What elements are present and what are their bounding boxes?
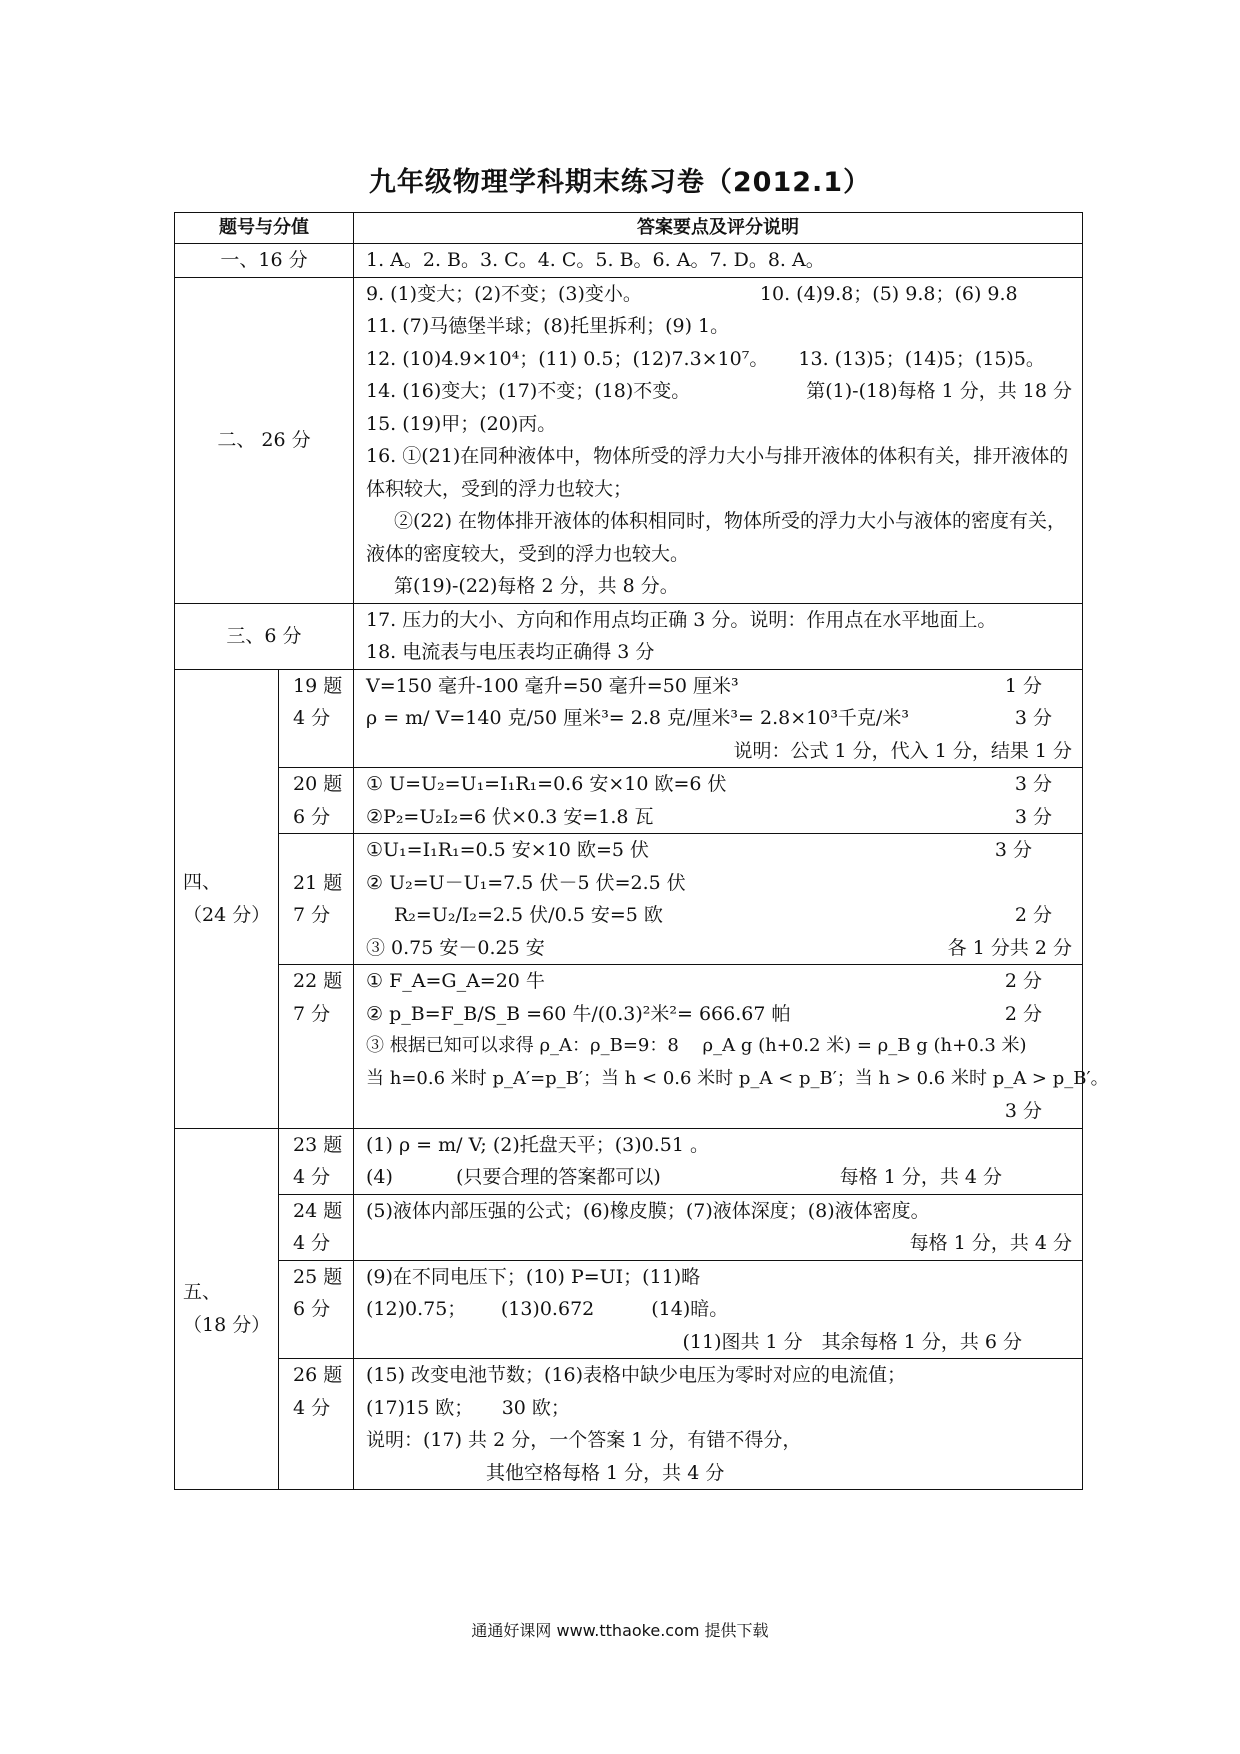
answer-line: 16. ①(21)在同种液体中，物体所受的浮力大小与排开液体的体积有关，排开液体的体积较大，受到的浮力也较大； — [366, 445, 1069, 500]
table-row — [175, 1194, 1083, 1260]
table-row — [175, 1128, 1083, 1194]
answer-text: ① U=U₂=U₁=I₁R₁=0.6 安×10 欧=6 伏 — [366, 773, 727, 795]
table-row — [175, 1359, 1083, 1490]
answer-line — [366, 702, 1072, 735]
answer-line: (5)液体内部压强的公式；(6)橡皮膜；(7)液体深度；(8)液体密度。 — [366, 1199, 930, 1222]
question-score: 4 分 — [293, 1166, 331, 1188]
answer-line — [366, 899, 1072, 932]
answer-text: ①U₁=I₁R₁=0.5 安×10 欧=5 伏 — [366, 839, 649, 861]
answer-text: ② p_B=F_B/S_B =60 牛/(0.3)²米²= 666.67 帕 — [366, 1002, 791, 1025]
question-score: 6 分 — [293, 805, 331, 828]
answer-cell — [354, 965, 1109, 1129]
table-row — [175, 1260, 1083, 1359]
question-number — [279, 669, 354, 768]
question-score: 4 分 — [293, 1396, 331, 1419]
answer-line: ② U₂=U－U₁=7.5 伏－5 伏=2.5 伏 — [366, 871, 686, 894]
answer-line: 当 h=0.6 米时 p_A′=p_B′；当 h < 0.6 米时 p_A < p_B′；当 h > 0.6 米时 p_A > p_B′。 — [366, 1067, 1109, 1089]
score-note: (11)图共 1 分 其余每格 1 分，共 6 分 — [682, 1330, 1022, 1353]
answer-cell — [354, 1260, 1083, 1359]
answer-cell — [354, 1194, 1083, 1260]
answer-line: 18. 电流表与电压表均正确得 3 分 — [366, 641, 655, 663]
score-note: 2 分 — [1004, 970, 1042, 992]
question-number — [279, 1359, 354, 1490]
answer-line — [366, 768, 1072, 801]
answer-text: V=150 毫升-100 毫升=50 毫升=50 厘米³ — [366, 674, 739, 697]
answer-text: 13. (13)5；(14)5；(15)5。 — [798, 347, 1045, 370]
question-score: 7 分 — [293, 1002, 331, 1025]
header-question-score: 题号与分值 — [175, 213, 354, 244]
question-label: 23 题 — [293, 1133, 343, 1156]
answer-line: 说明：(17) 共 2 分，一个答案 1 分，有错不得分， — [366, 1429, 802, 1451]
answer-line: 15. (19)甲；(20)丙。 — [366, 412, 557, 435]
section-label-score: （18 分） — [183, 1313, 271, 1336]
footer-credit: 通通好课网 www.tthaoke.com 提供下载 — [471, 1621, 769, 1640]
answer-line: (15) 改变电池节数；(16)表格中缺少电压为零时对应的电流值； — [366, 1364, 907, 1386]
table-row — [175, 244, 1083, 278]
answer-line — [366, 834, 1072, 867]
section-label: 二、 26 分 — [175, 277, 354, 603]
answer-line: 11. (7)马德堡半球；(8)托里拆利；(9) 1。 — [366, 315, 730, 337]
answer-line: (17)15 欧； 30 欧； — [366, 1396, 570, 1419]
question-number — [279, 834, 354, 965]
score-note: 2 分 — [1004, 1002, 1042, 1025]
answer-cell — [354, 834, 1083, 965]
section-label — [175, 1128, 279, 1490]
answer-line: ②(22) 在物体排开液体的体积相同时，物体所受的浮力大小与液体的密度有关，液体的密度较大，受到的浮力也较大。 — [366, 510, 1067, 565]
score-note: 3 分 — [1014, 805, 1052, 828]
answer-text: (4) (只要合理的答案都可以) — [366, 1166, 661, 1188]
table-row — [175, 768, 1083, 834]
answer-cell — [354, 277, 1083, 603]
answer-line — [366, 343, 1072, 376]
score-note: 第(1)-(18)每格 1 分，共 18 分 — [806, 380, 1072, 402]
question-score: 7 分 — [293, 904, 331, 926]
question-label: 20 题 — [293, 773, 343, 795]
answer-line — [366, 278, 1072, 311]
score-note: 1 分 — [1004, 674, 1042, 697]
answer-line: (12)0.75； (13)0.672 (14)暗。 — [366, 1298, 729, 1320]
answer-line — [366, 998, 1072, 1031]
question-label: 24 题 — [293, 1199, 343, 1222]
answer-line — [366, 932, 1072, 965]
answer-table — [174, 212, 1109, 1490]
question-label: 19 题 — [293, 674, 343, 697]
question-score: 4 分 — [293, 707, 331, 729]
answer-text: ρ = m/ V=140 克/50 厘米³= 2.8 克/厘米³= 2.8×10³千克/米³ — [366, 707, 909, 729]
question-score: 4 分 — [293, 1232, 331, 1254]
answer-cell — [354, 1359, 1083, 1490]
answer-line: 17. 压力的大小、方向和作用点均正确 3 分。说明：作用点在水平地面上。 — [366, 608, 997, 631]
score-note: 各 1 分共 2 分 — [947, 936, 1072, 959]
score-note: 其他空格每格 1 分，共 4 分 — [486, 1461, 725, 1484]
answer-text: ③ 0.75 安－0.25 安 — [366, 936, 545, 959]
question-number — [279, 1194, 354, 1260]
section-label — [175, 669, 279, 1128]
table-row — [175, 965, 1083, 1129]
answer-line — [366, 1161, 1072, 1194]
page-title: 九年级物理学科期末练习卷（2012.1） — [368, 167, 872, 198]
score-note: 3 分 — [1014, 773, 1052, 795]
question-number — [279, 965, 354, 1129]
section-label-number: 五、 — [183, 1281, 222, 1304]
table-row — [175, 834, 1083, 965]
answer-line — [366, 965, 1072, 998]
answer-cell — [354, 669, 1083, 768]
section-label-score: （24 分） — [183, 903, 271, 926]
score-note: 3 分 — [1004, 1100, 1042, 1122]
answer-line — [366, 375, 1072, 408]
header-answer: 答案要点及评分说明 — [354, 213, 1083, 244]
answer-text: 14. (16)变大；(17)不变；(18)不变。 — [366, 380, 691, 402]
question-number — [279, 1260, 354, 1359]
score-note: 第(19)-(22)每格 2 分，共 8 分。 — [394, 575, 679, 597]
answer-text: ① F_A=G_A=20 牛 — [366, 970, 545, 992]
question-number — [279, 1128, 354, 1194]
question-label: 25 题 — [293, 1265, 343, 1288]
answer-line: (1) ρ = m/ V; (2)托盘天平；(3)0.51 。 — [366, 1133, 710, 1156]
question-number — [279, 768, 354, 834]
score-note: 2 分 — [1014, 904, 1052, 926]
table-row — [175, 669, 1083, 768]
answer-text: ②P₂=U₂I₂=6 伏×0.3 安=1.8 瓦 — [366, 805, 654, 828]
section-label: 三、6 分 — [175, 603, 354, 669]
section-label-number: 四、 — [183, 871, 222, 893]
answer-text: 9. (1)变大；(2)不变；(3)变小。 — [366, 282, 642, 305]
question-label: 21 题 — [293, 871, 343, 894]
answer-text: 12. (10)4.9×10⁴；(11) 0.5；(12)7.3×10⁷。 — [366, 347, 769, 370]
question-label: 26 题 — [293, 1364, 343, 1386]
question-score: 6 分 — [293, 1298, 331, 1320]
answer-line: (9)在不同电压下；(10) P=UI；(11)略 — [366, 1265, 701, 1288]
table-row — [175, 603, 1083, 669]
answer-cell — [354, 768, 1083, 834]
answer-line — [366, 670, 1072, 703]
table-row — [175, 277, 1083, 603]
answer-line: ③ 根据已知可以求得 ρ_A：ρ_B=9：8 ρ_A g (h+0.2 米) = ρ_B g (h+0.3 米) — [366, 1035, 1027, 1056]
answer-line — [366, 801, 1072, 834]
score-note: 每格 1 分，共 4 分 — [909, 1232, 1072, 1254]
question-label: 22 题 — [293, 970, 343, 992]
answer-text: R₂=U₂/I₂=2.5 伏/0.5 安=5 欧 — [394, 904, 663, 926]
score-note: 3 分 — [1014, 707, 1052, 729]
score-note: 说明：公式 1 分，代入 1 分，结果 1 分 — [733, 739, 1072, 762]
answer-cell — [354, 603, 1083, 669]
score-note: 3 分 — [994, 839, 1032, 861]
answer-text: 10. (4)9.8；(5) 9.8；(6) 9.8 — [759, 282, 1018, 305]
section-label: 一、16 分 — [175, 244, 354, 278]
table-header-row — [175, 213, 1083, 244]
score-note: 每格 1 分，共 4 分 — [839, 1166, 1002, 1188]
answer-cell: 1. A。2. B。3. C。4. C。5. B。6. A。7. D。8. A。 — [354, 244, 1083, 278]
answer-cell — [354, 1128, 1083, 1194]
